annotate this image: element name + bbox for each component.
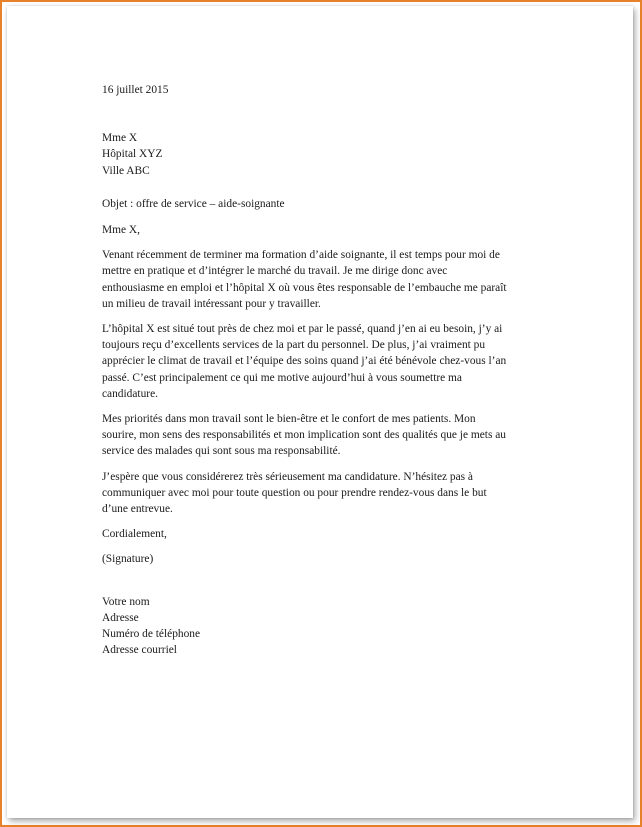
paragraph-line: passé. C’est principalement ce qui me motive aujourd’hui à vous soumettre ma [102,371,462,384]
sender-info [102,594,557,659]
paragraph-line: d’une entrevue. [102,503,173,516]
sender-phone: Numéro de téléphone [102,628,201,641]
paragraph-priorities [102,411,557,460]
paragraph-line: enthousiasme en emploi et l’hôpital X où vous êtes responsable de l’embauche me paraît [102,281,507,294]
paragraph-line: toujours reçu d’excellents services de la part du personnel. De plus, j’ai vraiment pu [102,339,486,352]
letter-signature [102,551,557,567]
letter-subject [102,196,557,212]
sender-email: Adresse courriel [102,644,177,657]
letter-closing [102,526,557,542]
paragraph-line: candidature. [102,387,158,400]
letter-body [102,82,557,658]
paragraph-line: Mes priorités dans mon travail sont le bien-être et le confort de mes patients. Mon [102,413,476,426]
paragraph-intro [102,247,557,312]
recipient-city: Ville ABC [102,164,150,177]
signature-text: (Signature) [102,553,154,566]
paragraph-line: communiquer avec moi pour toute question ou pour prendre rendez-vous dans le but [102,486,487,499]
paragraph-line: mettre en pratique et d’intégrer le marché du travail. Je me dirige donc avec [102,265,448,278]
recipient-organization: Hôpital XYZ [102,148,163,161]
subject-text: Objet : offre de service – aide-soignante [102,197,285,210]
paragraph-motivation [102,321,557,402]
paragraph-line: Venant récemment de terminer ma formation d’aide soignante, il est temps pour moi de [102,249,500,262]
paragraph-line: sourire, mon sens des responsabilités et mon implication sont des qualités que je mets au [102,429,506,442]
date-text: 16 juillet 2015 [102,84,169,96]
closing-text: Cordialement, [102,528,167,541]
recipient-name: Mme X [102,132,138,145]
paragraph-line: J’espère que vous considérerez très sérieusement ma candidature. N’hésitez pas à [102,470,473,483]
document-page [7,6,633,818]
paragraph-line: service des malades qui sont sous ma responsabilité. [102,445,341,458]
paragraph-closing-request [102,469,557,518]
letter-salutation [102,222,557,238]
paragraph-line: un milieu de travail intéressant pour y travailler. [102,297,321,310]
sender-name: Votre nom [102,595,150,608]
salutation-text: Mme X, [102,224,140,237]
sender-address: Adresse [102,611,139,624]
paragraph-line: L’hôpital X est situé tout près de chez moi et par le passé, quand j’en ai eu besoin, j’y ai [102,323,503,336]
recipient-address [102,130,557,179]
paragraph-line: apprécier le climat de travail et l’équipe des soins quand j’ai été bénévole chez-vous l’an [102,355,507,368]
letter-date [102,82,557,98]
